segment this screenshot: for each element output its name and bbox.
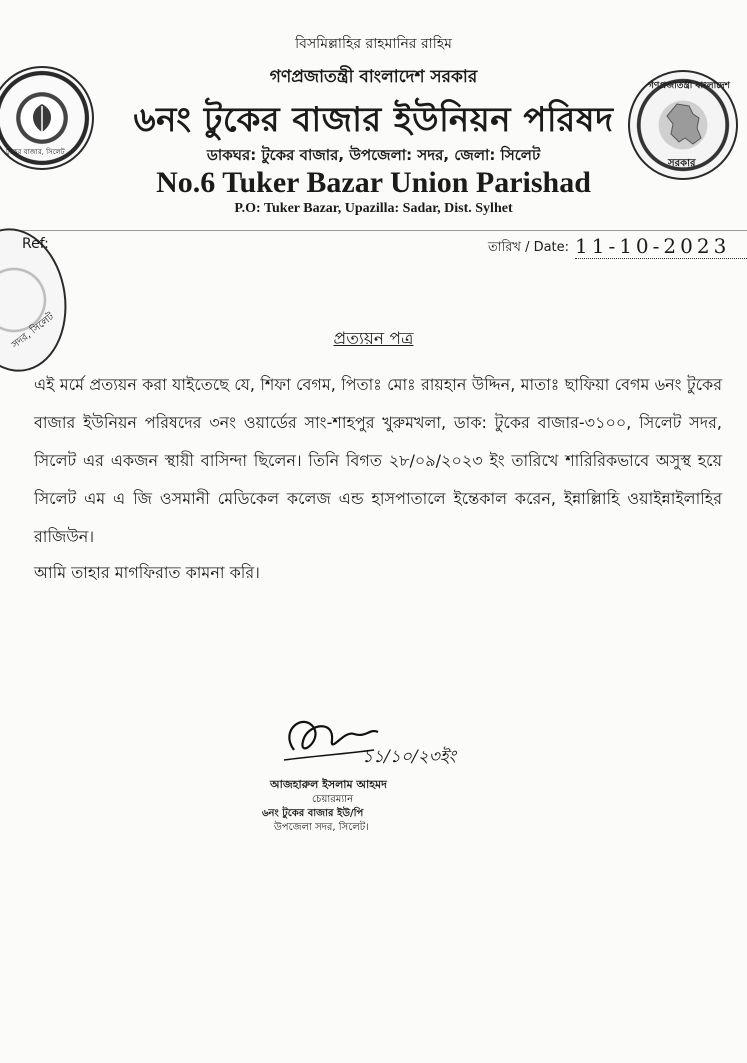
signature-date: ১১/১০/২৩ইং <box>362 747 456 767</box>
address-bangla: ডাকঘর: টুকের বাজার, উপজেলা: সদর, জেলা: সিলেট <box>206 146 541 164</box>
government-title: গণপ্রজাতন্ত্রী বাংলাদেশ সরকার <box>269 67 478 87</box>
logo-right-top-text: গণপ্রজাতন্ত্রী বাংলাদেশ <box>648 81 730 91</box>
signature-block <box>262 706 482 846</box>
prayer-line: আমি তাহার মাগফিরাত কামনা করি। <box>34 563 260 582</box>
date-label: তারিখ / Date: <box>488 240 570 255</box>
seal-caption: সদর, সিলেট <box>9 311 57 352</box>
ref-label: Ref: <box>22 236 49 252</box>
union-name-bangla: ৬নং টুকের বাজার ইউনিয়ন পরিষদ <box>133 100 614 140</box>
certificate-title: প্রত্যয়ন পত্র <box>333 329 414 349</box>
header-divider <box>0 230 747 231</box>
address-english: P.O: Tuker Bazar, Upazilla: Sadar, Dist. Sylhet <box>234 201 513 216</box>
union-name-english: No.6 Tuker Bazar Union Parishad <box>156 166 591 199</box>
certificate-body: এই মর্মে প্রত্যয়ন করা যাইতেছে যে, শিফা বেগম, পিতাঃ মোঃ রায়হান উদ্দিন, মাতাঃ ছাফিয়া বেগম ৬নং টুকের বাজার ইউনিয়ন পরিষদের ৩নং ওয়ার্ডের সাং-শাহপুর খুরুমখলা, ডাক: টুকের বাজার-৩১০০, সিলেট সদর, সিলেট এর একজন স্থায়ী বাসিন্দা ছিলেন। তিনি বিগত ২৮/০৯/২০২৩ ইং তারিখে শারিরিকভাবে অসুস্থ হয়ে সিলেট এম এ জি ওসমানী মেডিকেল কলেজ এন্ড হাসপাতালে ইন্তেকাল করেন, ইন্নাল্লিাহি ওয়াইন্নাইলাহির রাজিউন। <box>34 375 722 546</box>
logo-left-caption: টুকের বাজার, সিলেট <box>6 148 65 156</box>
bismillah-text: বিসমিল্লাহির রাহমানির রাহিম <box>295 36 452 52</box>
logo-right-bottom-text: সরকার <box>668 158 696 169</box>
signatory-location: উপজেলা সদর, সিলেট। <box>274 822 369 833</box>
signatory-name: আজহারুল ইসলাম আহমদ <box>270 778 387 791</box>
signatory-union: ৬নং টুকের বাজার ইউ/পি <box>262 808 364 819</box>
signatory-designation: চেয়ারম্যান <box>312 794 354 805</box>
date-value: 11-10-2023 <box>575 234 747 259</box>
